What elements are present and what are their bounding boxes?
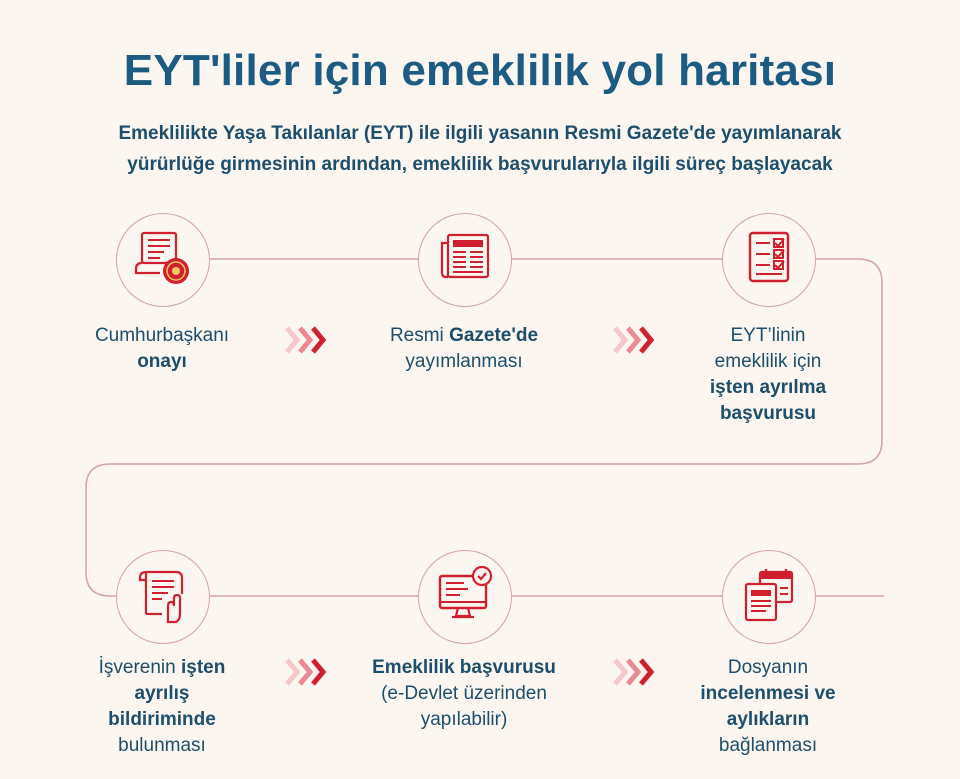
monitor-check-icon [434,564,496,631]
step-5-line-1: Emeklilik başvurusu [372,657,556,678]
step-5-label [354,655,574,733]
step-6-line-1: Dosyanın [727,657,809,678]
step-4-label [52,655,272,759]
triple-chevron-right-icon [613,324,659,356]
step-4-line-3: bildiriminde [108,709,216,730]
step-1-line-1: Cumhurbaşkanı [94,325,230,346]
step-6-line-4: bağlanması [718,735,818,756]
subtitle-line-1: Emeklilikte Yaşa Takılanlar (EYT) ile ilgili yasanın Resmi Gazete'de yayımlanarak [118,123,842,144]
scroll-hand-icon [132,564,194,631]
step-3-line-2: emeklilik için [714,351,822,372]
triple-chevron-right-icon [285,324,331,356]
step-3-line-4: başvurusu [719,403,817,424]
step-6-node [722,550,816,644]
step-3-line-1: EYT’linin [730,325,806,346]
step-4-line-2: ayrılış [134,683,190,704]
triple-chevron-right-icon [613,656,659,688]
step-5-line-2: (e-Devlet üzerinden [381,683,547,704]
calendar-documents-icon [738,564,800,631]
step-2-node [418,213,512,307]
step-2-line-1: Resmi Gazete'de [389,325,539,346]
step-6-label [658,655,878,759]
step-3-label [658,323,878,427]
step-2-label [354,323,574,375]
checklist-icon [738,227,800,294]
decree-seal-icon [132,227,194,294]
newspaper-icon [434,227,496,294]
step-4-line-1: İşverenin işten [98,657,226,678]
step-3-node [722,213,816,307]
triple-chevron-right-icon [285,656,331,688]
step-6-line-3: aylıkların [726,709,810,730]
subtitle [0,118,960,180]
step-1-line-2: onayı [137,351,187,372]
step-6-line-2: incelenmesi ve [700,683,836,704]
step-4-line-4: bulunması [118,735,206,756]
page-title: EYT'liler için emeklilik yol haritası [123,46,837,95]
step-4-node [116,550,210,644]
subtitle-line-2: yürürlüğe girmesinin ardından, emeklilik başvurularıyla ilgili süreç başlayacak [127,154,833,175]
step-1-label [52,323,272,375]
step-5-node [418,550,512,644]
step-2-line-2: yayımlanması [405,351,523,372]
step-5-line-3: yapılabilir) [420,709,508,730]
step-3-line-3: işten ayrılma [709,377,827,398]
step-1-node [116,213,210,307]
